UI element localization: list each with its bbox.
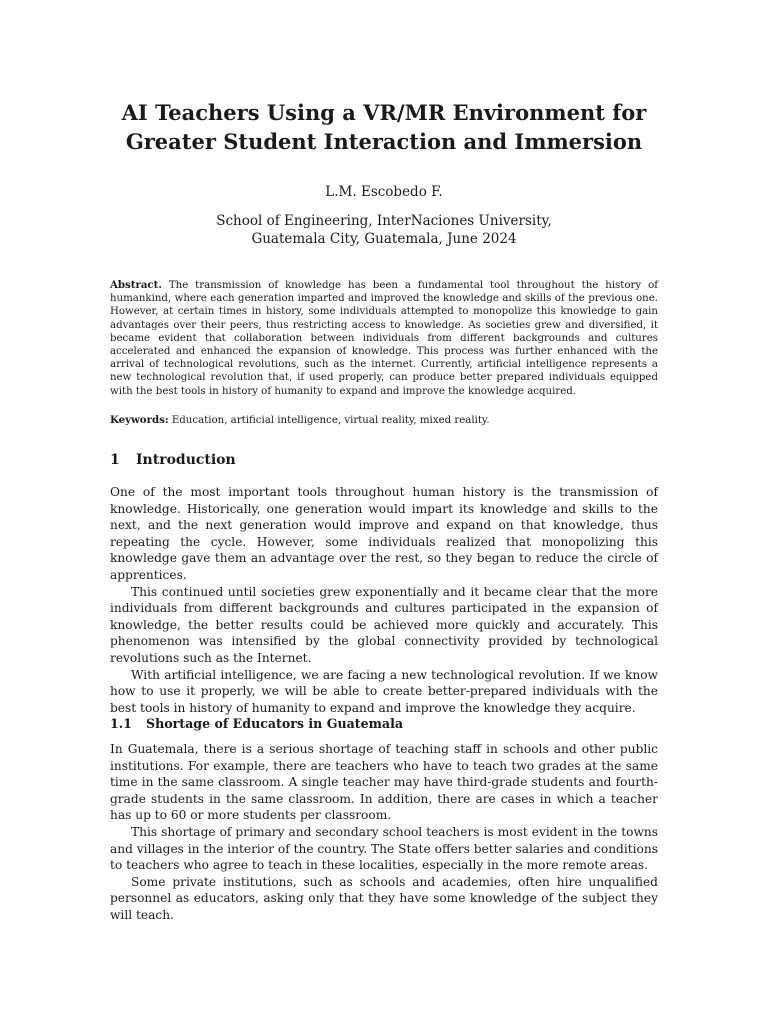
paragraph: This shortage of primary and secondary school teachers is most evident in the towns and villages in the interior of the country. The State offers better salaries and conditions to teachers who agree to teach in these localities, especially in the more remote areas. — [110, 824, 658, 873]
subsection-number: 1.1 — [110, 716, 132, 731]
paragraph: In Guatemala, there is a serious shortage of teaching staff in schools and other public institutions. For example, there are teachers who have to teach two grades at the same time in the same classroom. A single teacher may have third-grade students and fourth-grade students in the same classroom. In addition, there are cases in which a teacher has up to 60 or more students per classroom. — [110, 742, 658, 823]
paragraph: With artificial intelligence, we are facing a new technological revolution. If we know how to use it properly, we will be able to create better-prepared individuals with the best tools in history of humanity to expand and improve the knowledge they acquire. — [110, 667, 658, 715]
title-line-1: AI Teachers Using a VR/MR Environment for — [121, 100, 647, 125]
author-affiliation — [150, 212, 618, 248]
keywords-text: Education, artificial intelligence, virtual reality, mixed reality. — [171, 415, 490, 426]
title-line-2: Greater Student Interaction and Immersion — [125, 129, 643, 154]
paragraph: This continued until societies grew exponentially and it became clear that the more individuals from different backgrounds and cultures participated in the expansion of knowledge, the better results could be achieved more quickly and accurately. This phenomenon was intensified by the global connectivity provided by technological revolutions such as the Internet. — [110, 584, 658, 665]
subsection-heading-shortage — [110, 715, 658, 732]
abstract — [110, 279, 658, 398]
introduction-body — [110, 484, 658, 716]
affiliation-line-2: Guatemala City, Guatemala, June 2024 — [251, 231, 517, 247]
keywords — [110, 414, 658, 427]
shortage-body — [110, 741, 658, 924]
keywords-label: Keywords: — [110, 414, 169, 426]
paragraph: Some private institutions, such as schools and academies, often hire unqualified personnel as educators, asking only that they have some knowledge of the subject they will teach. — [110, 874, 658, 922]
abstract-label: Abstract. — [110, 279, 162, 291]
section-heading-introduction — [110, 451, 658, 469]
subsection-title: Shortage of Educators in Guatemala — [146, 716, 404, 731]
abstract-text: The transmission of knowledge has been a fundamental tool throughout the history of humankind, where each generation imparted and improved the knowledge and skills of the previous one. However, at certain times in history, some individuals attempted to monopolize this knowledge to gain advantages over their peers, thus restricting access to knowledge. As societies grew and diversified, it became evident that collaboration between individuals from different backgrounds and cultures accelerated and enhanced the expansion of knowledge. This process was further enhanced with the arrival of technological revolutions, such as the internet. Currently, artificial intelligence represents a new technological revolution that, if used properly, can produce better prepared individuals equipped with the best tools in history of humanity to expand and improve the knowledge acquired. — [110, 280, 658, 397]
section-number: 1 — [110, 452, 120, 468]
affiliation-line-1: School of Engineering, InterNaciones University, — [216, 213, 552, 229]
section-title: Introduction — [136, 452, 236, 468]
paper-title — [60, 98, 708, 156]
paragraph: One of the most important tools throughout human history is the transmission of knowledge. Historically, one generation would impart its knowledge and skills to the next, and the next generation would improve and expand on that knowledge, thus repeating the cycle. However, some individuals realized that monopolizing this knowledge gave them an advantage over the rest, so they began to reduce the circle of apprentices. — [110, 485, 658, 582]
author-name: L.M. Escobedo F. — [325, 184, 443, 200]
